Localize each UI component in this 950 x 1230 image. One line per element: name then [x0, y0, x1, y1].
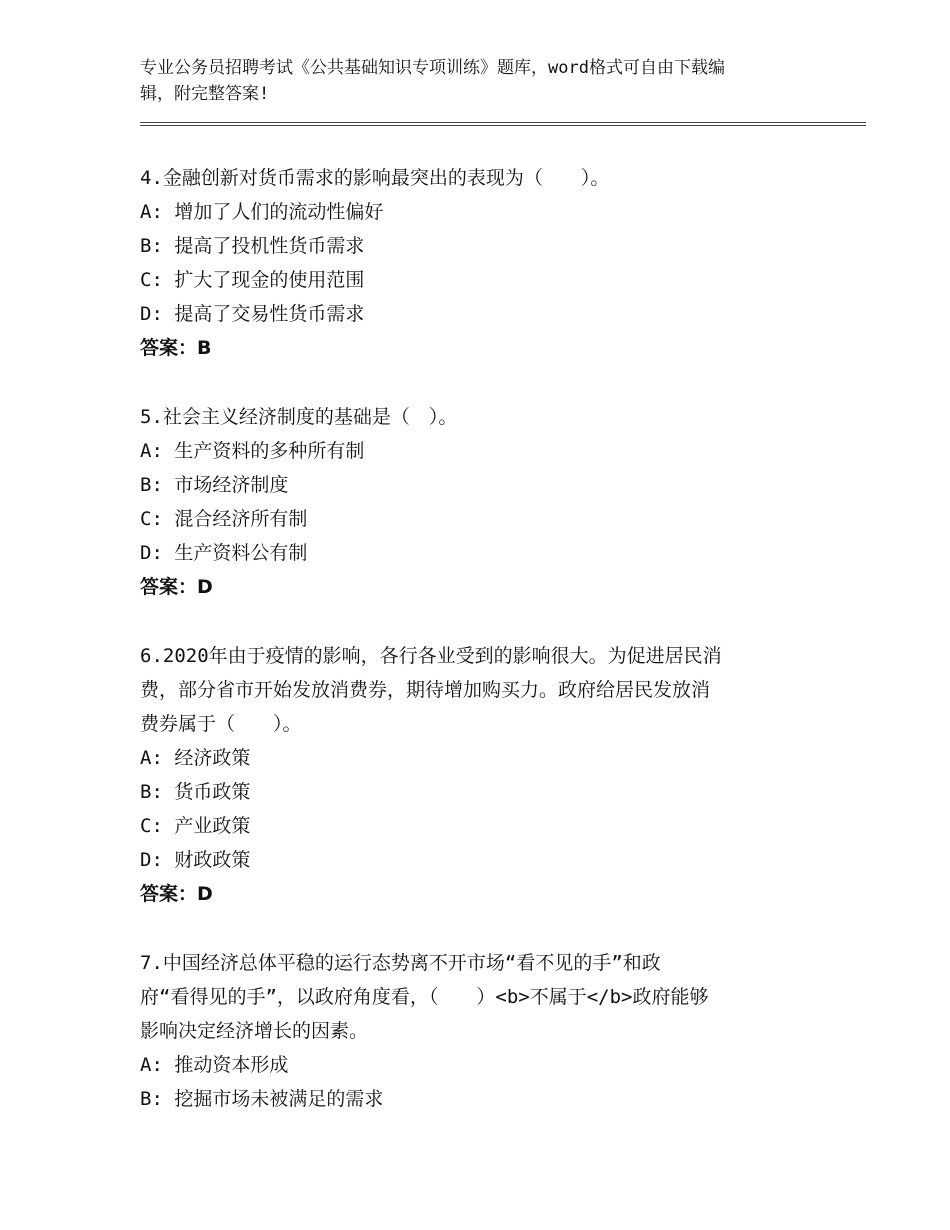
- question-stem: 府“看得见的手”，以政府角度看，（ ）<b>不属于</b>政府能够: [140, 986, 709, 1008]
- answer-line: 答案：D: [140, 883, 213, 905]
- option-c: C: 扩大了现金的使用范围: [140, 269, 365, 291]
- option-a: A: 推动资本形成: [140, 1054, 289, 1076]
- question-stem: 费券属于（ ）。: [140, 713, 302, 735]
- document-header: [140, 55, 800, 107]
- answer-line: 答案：D: [140, 576, 213, 598]
- option-d: D: 财政政策: [140, 849, 251, 871]
- question-4: [140, 161, 820, 365]
- answer-line: 答案：B: [140, 337, 212, 359]
- header-line-2: 辑，附完整答案!: [140, 84, 270, 104]
- question-stem: 费，部分省市开始发放消费券，期待增加购买力。政府给居民发放消: [140, 679, 711, 701]
- question-5: [140, 400, 820, 604]
- question-stem: 6.2020年由于疫情的影响，各行各业受到的影响很大。为促进居民消: [140, 645, 722, 667]
- question-stem: 7.中国经济总体平稳的运行态势离不开市场“看不见的手”和政: [140, 952, 661, 974]
- question-stem: 5.社会主义经济制度的基础是（ ）。: [140, 406, 458, 428]
- option-c: C: 产业政策: [140, 815, 251, 837]
- option-b: B: 市场经济制度: [140, 474, 289, 496]
- question-7: [140, 946, 820, 1116]
- option-b: B: 挖掘市场未被满足的需求: [140, 1088, 384, 1110]
- option-a: A: 生产资料的多种所有制: [140, 440, 365, 462]
- option-c: C: 混合经济所有制: [140, 508, 308, 530]
- option-a: A: 增加了人们的流动性偏好: [140, 201, 384, 223]
- option-b: B: 提高了投机性货币需求: [140, 235, 365, 257]
- option-a: A: 经济政策: [140, 747, 251, 769]
- header-divider-top: [140, 122, 866, 123]
- option-d: D: 提高了交易性货币需求: [140, 303, 365, 325]
- option-b: B: 货币政策: [140, 781, 251, 803]
- question-stem: 4.金融创新对货币需求的影响最突出的表现为（ ）。: [140, 167, 610, 189]
- question-stem: 影响决定经济增长的因素。: [140, 1020, 369, 1042]
- question-6: [140, 639, 820, 911]
- option-d: D: 生产资料公有制: [140, 542, 308, 564]
- header-line-1: 专业公务员招聘考试《公共基础知识专项训练》题库，word格式可自由下载编: [140, 58, 725, 78]
- header-divider-bottom: [140, 125, 866, 126]
